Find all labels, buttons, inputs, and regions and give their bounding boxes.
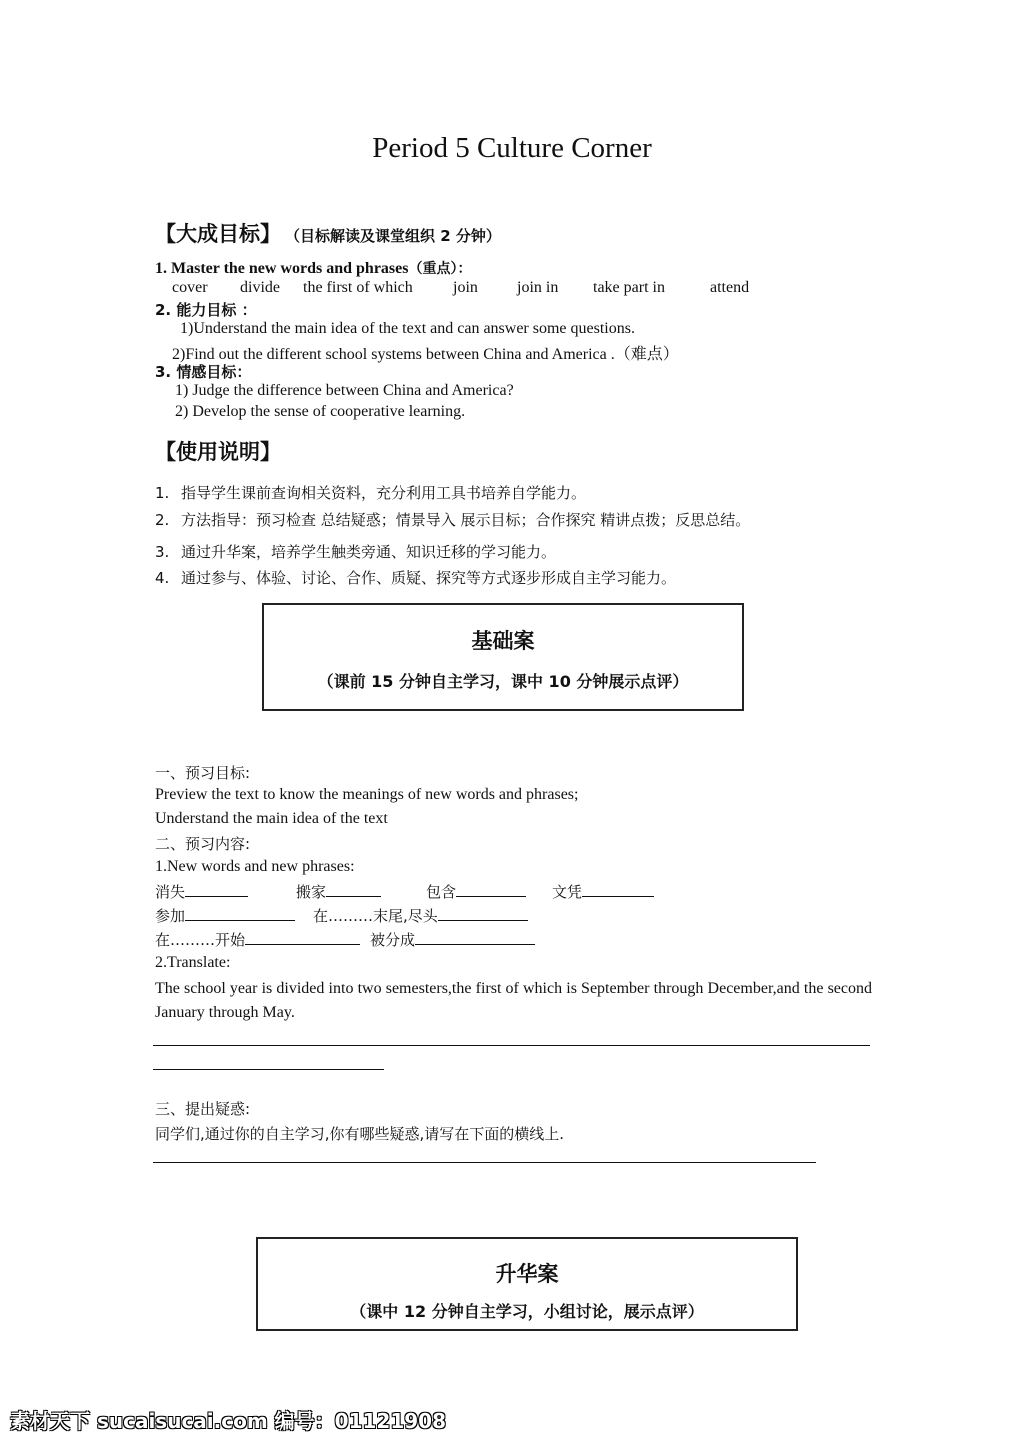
word-item: attend <box>710 279 750 296</box>
basic-plan-title: 基础案 <box>471 629 535 653</box>
targets-note: （目标解读及课堂组织 2 分钟） <box>285 227 501 245</box>
usage-item-text: 通过升华案，培养学生触类旁通、知识迁移的学习能力。 <box>181 543 557 561</box>
vocab-blank[interactable] <box>456 882 526 897</box>
goal-2-item: 2)Find out the different school systems between China and America .（难点） <box>172 346 679 363</box>
goal-1-mark: （重点）： <box>408 261 472 277</box>
word-item: take part in <box>593 279 665 296</box>
vocab-blank[interactable] <box>415 930 535 945</box>
vocab-blank[interactable] <box>326 882 381 897</box>
word-item: the first of which <box>303 279 413 296</box>
vocab-word: 在………末尾,尽头 <box>313 907 438 925</box>
usage-item-number: 1. <box>155 484 170 502</box>
targets-heading-row <box>155 218 501 248</box>
vocab-blank[interactable] <box>582 882 654 897</box>
vocab-blank[interactable] <box>245 930 360 945</box>
vocab-word: 被分成 <box>370 931 416 949</box>
translate-sentence: The school year is divided into two semesters,the first of which is September through December,and the second January through May. <box>155 980 872 1021</box>
goal-2-item: 1)Understand the main idea of the text and can answer some questions. <box>180 320 635 337</box>
advanced-plan-subtitle: （课中 12 分钟自主学习，小组讨论，展示点评） <box>350 1302 704 1321</box>
vocab-word: 文凭 <box>552 883 583 901</box>
usage-item-text: 指导学生课前查询相关资料，充分利用工具书培养自学能力。 <box>181 484 587 502</box>
vocab-row <box>155 929 535 950</box>
translate-heading: 2.Translate: <box>155 954 231 971</box>
vocab-word: 包含 <box>426 883 457 901</box>
advanced-plan-title: 升华案 <box>495 1262 559 1286</box>
vocab-blank[interactable] <box>438 906 528 921</box>
word-list <box>172 279 749 297</box>
usage-item-number: 2. <box>155 511 170 529</box>
usage-item <box>155 541 556 562</box>
word-item: join in <box>517 279 559 296</box>
vocab-word: 搬家 <box>296 883 327 901</box>
usage-item-text: 通过参与、体验、讨论、合作、质疑、探究等方式逐步形成自主学习能力。 <box>181 569 677 587</box>
usage-heading: 【使用说明】 <box>155 440 281 464</box>
vocab-blank[interactable] <box>185 906 295 921</box>
vocab-word: 参加 <box>155 907 186 925</box>
answer-line[interactable] <box>153 1069 384 1070</box>
goal-3: 3. 情感目标： <box>155 363 252 381</box>
questions-instruction: 同学们,通过你的自主学习,你有哪些疑惑,请写在下面的横线上. <box>155 1125 565 1143</box>
goal-2: 2. 能力目标 ： <box>155 301 257 319</box>
goal-1 <box>155 258 471 278</box>
vocab-row <box>155 905 528 926</box>
questions-heading: 三、提出疑惑: <box>155 1100 251 1118</box>
word-item: divide <box>240 279 280 296</box>
vocab-word: 消失 <box>155 883 186 901</box>
basic-plan-box <box>262 603 744 711</box>
goal-1-label: 1. Master the new words and phrases <box>155 260 409 277</box>
answer-line[interactable] <box>153 1045 870 1046</box>
vocab-heading: 1.New words and new phrases: <box>155 858 355 875</box>
usage-item <box>155 482 586 503</box>
usage-item-number: 4. <box>155 569 170 587</box>
watermark: 素材天下 sucaisucai.com 编号：01121908 <box>10 1409 446 1433</box>
usage-item <box>155 509 750 530</box>
preview-heading: 一、预习目标: <box>155 764 251 782</box>
page-title: Period 5 Culture Corner <box>372 132 652 164</box>
vocab-row <box>155 881 654 902</box>
word-item: join <box>453 279 478 296</box>
advanced-plan-box <box>256 1237 798 1331</box>
question-answer-line[interactable] <box>153 1162 816 1163</box>
targets-heading: 【大成目标】 <box>155 222 281 246</box>
preview-line: Preview the text to know the meanings of new words and phrases; <box>155 786 579 803</box>
goal-3-item: 2) Develop the sense of cooperative learning. <box>175 403 466 420</box>
usage-item-text: 方法指导：预习检查 总结疑惑；情景导入 展示目标；合作探究 精讲点拨；反思总结。 <box>181 511 751 529</box>
usage-item-number: 3. <box>155 543 170 561</box>
usage-item <box>155 567 676 588</box>
vocab-word: 在………开始 <box>155 931 246 949</box>
basic-plan-subtitle: （课前 15 分钟自主学习，课中 10 分钟展示点评） <box>317 672 689 691</box>
vocab-blank[interactable] <box>185 882 248 897</box>
word-item: cover <box>172 279 208 296</box>
preview-line: Understand the main idea of the text <box>155 810 388 827</box>
preview-content-heading: 二、预习内容: <box>155 835 251 853</box>
goal-3-item: 1) Judge the difference between China and America? <box>175 382 514 399</box>
